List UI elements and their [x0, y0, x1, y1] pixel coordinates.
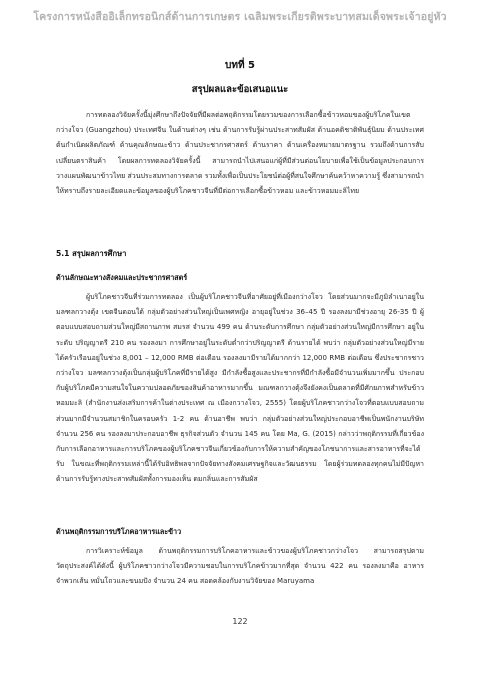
- demographics-block: [56, 290, 424, 488]
- behavior-heading: ด้านพฤติกรรมการบริโภคอาหารและข้าว: [56, 527, 182, 536]
- running-header: โครงการหนังสืออิเล็กทรอนิกส์ด้านการเกษตร เฉลิมพระเกียรติพระบาทสมเด็จพระเจ้าอยู่หัว: [33, 11, 447, 23]
- demographics-paragraph: ผู้บริโภคชาวจีนที่ร่วมการทดลอง เป็นผู้บริโภคชาวจีนที่อาศัยอยู่ที่เมืองกว่างโจว โดยส่วนมากจะมีภูมิลำเนาอยู่ในมลฑลกวางตุ้ง เขตจีนตอนใต้ กลุ่มตัวอย่างส่วนใหญ่เป็นเพศหญิง อายุอยู่ในช่วง 36–45 ปี รองลงมามีช่วงอายุ 26-35 ปี ผู้ตอบแบบสอบถามส่วนใหญ่มีสถานภาพ สมรส จำนวน 499 คน ด้านระดับการศึกษา กลุ่มตัวอย่างส่วนใหญ่มีการศึกษา อยู่ในระดับ ปริญญาตรี 210 คน รองลงมา การศึกษาอยู่ในระดับต่ำกว่าปริญญาตรี ด้านรายได้ พบว่า กลุ่มตัวอย่างส่วนใหญ่มีรายได้ครัวเรือนอยู่ในช่วง 8,001 – 12,000 RMB ต่อเดือน รองลงมามีรายได้มากกว่า 12,000 RMB ต่อเดือน ซึ่งประชากรชาวกว่างโจว มลฑลกวางตุ้งเป็นกลุ่มผู้บริโภคที่มีรายได้สูง มีกำลังซื้อสูงและประชากรที่มีกำลังซื้อมีจำนวนเพิ่มมากขึ้น ประกอบกับผู้บริโภคมีความสนใจในความปลอดภัยของสินค้าอาหารมากขึ้น มณฑลกวางตุ้งจึงยังคงเป็นตลาดที่มีศักยภาพสำหรับข้าวหอมมะลิ (สำนักงานส่งเสริมการค้าในต่างประเทศ ณ เมืองกวางโจว, 2555) โดยผู้บริโภคชาวกว่างโจวที่ตอบแบบสอบถามส่วนมากมีจำนวนสมาชิกในครอบครัว 1-2 คน ด้านอาชีพ พบว่า กลุ่มตัวอย่างส่วนใหญ่ประกอบอาชีพเป็นพนักงานบริษัท จำนวน 256 คน รองลงมาประกอบอาชีพ ธุรกิจส่วนตัว จำนวน 145 คน โดย Ma, G. (2015) กล่าวว่าพฤติกรรมที่เกี่ยวข้องกับการเลือกอาหารและการบริโภคของผู้บริโภคชาวจีนเกี่ยวข้องกับการให้ความสำคัญของโภชนาการและสารอาหารที่จะได้รับ ในขณะที่พฤติกรรมเหล่านี้ได้รับอิทธิพลจากปัจจัยทางสังคมเศรษฐกิจและวัฒนธรรม โดยผู้ร่วมทดลองทุกคนไม่มีปัญหาด้านการรับรู้ทางประสาทสัมผัสทั้งการมองเห็น ดมกลิ่นและการสัมผัส: [56, 293, 424, 484]
- chapter-title: สรุปผลและข้อเสนอแนะ: [191, 84, 289, 95]
- section-5-1-title: 5.1 สรุปผลการศึกษา: [56, 249, 127, 258]
- behavior-block: [56, 544, 424, 590]
- chapter-number: บทที่ 5: [225, 60, 255, 71]
- intro-block: [56, 108, 424, 199]
- intro-paragraph: การทดลองวิจัยครั้งนี้มุ่งศึกษาถึงปัจจัยที่มีผลต่อพฤติกรรมโดยรวมของการเลือกซื้อข้าวหอมของผู้บริโภคในเขตกว่างโจว (Guangzhou) ประเทศจีน ในด้านต่างๆ เช่น ด้านการรับรู้ผ่านประสาทสัมผัส ด้านอคติชาติพันธุ์นิยม ด้านประเทศต้นกำเนิดผลิตภัณฑ์ ด้านคุณลักษณะข้าว ด้านประชากรศาสตร์ ด้านราคา ด้านเครื่องหมายมาตรฐาน รวมถึงด้านการสับเปลี่ยนตราสินค้า โดยผลการทดลองวิจัยครั้งนี้ สามารถนำไปเสนอแก่ผู้ที่มีส่วนต่อนโยบายเพื่อใช้เป็นข้อมูลประกอบการวางแผนพัฒนาข้าวไทย ส่วนประสมทางการตลาด รวมทั้งเพื่อเป็นประโยชน์ต่อผู้ที่สนใจศึกษาค้นคว้าหาความรู้ ซึ่งสามารถนำให้ทราบถึงรายละเอียดและข้อมูลของผู้บริโภคชาวจีนที่มีต่อการเลือกซื้อข้าวหอม และข้าวหอมมะลิไทย: [56, 111, 424, 196]
- behavior-paragraph: การวิเคราะห์ข้อมูล ด้านพฤติกรรมการบริโภคอาหารและข้าวของผู้บริโภคชาวกว่างโจว สามารถสรุปตามวัตถุประสงค์ได้ดังนี้ ผู้บริโภคชาวกว่างโจวมีความชอบในการบริโภคข้าวมากที่สุด จำนวน 422 คน รองลงมาคือ อาหารจำพวกเส้น หมั่นโถวและขนมปัง จำนวน 24 คน สอดคล้องกับงานวิจัยของ Maruyama: [56, 547, 424, 586]
- page-number: 122: [232, 617, 248, 626]
- demographics-heading: ด้านลักษณะทางสังคมและประชากรศาสตร์: [56, 273, 188, 282]
